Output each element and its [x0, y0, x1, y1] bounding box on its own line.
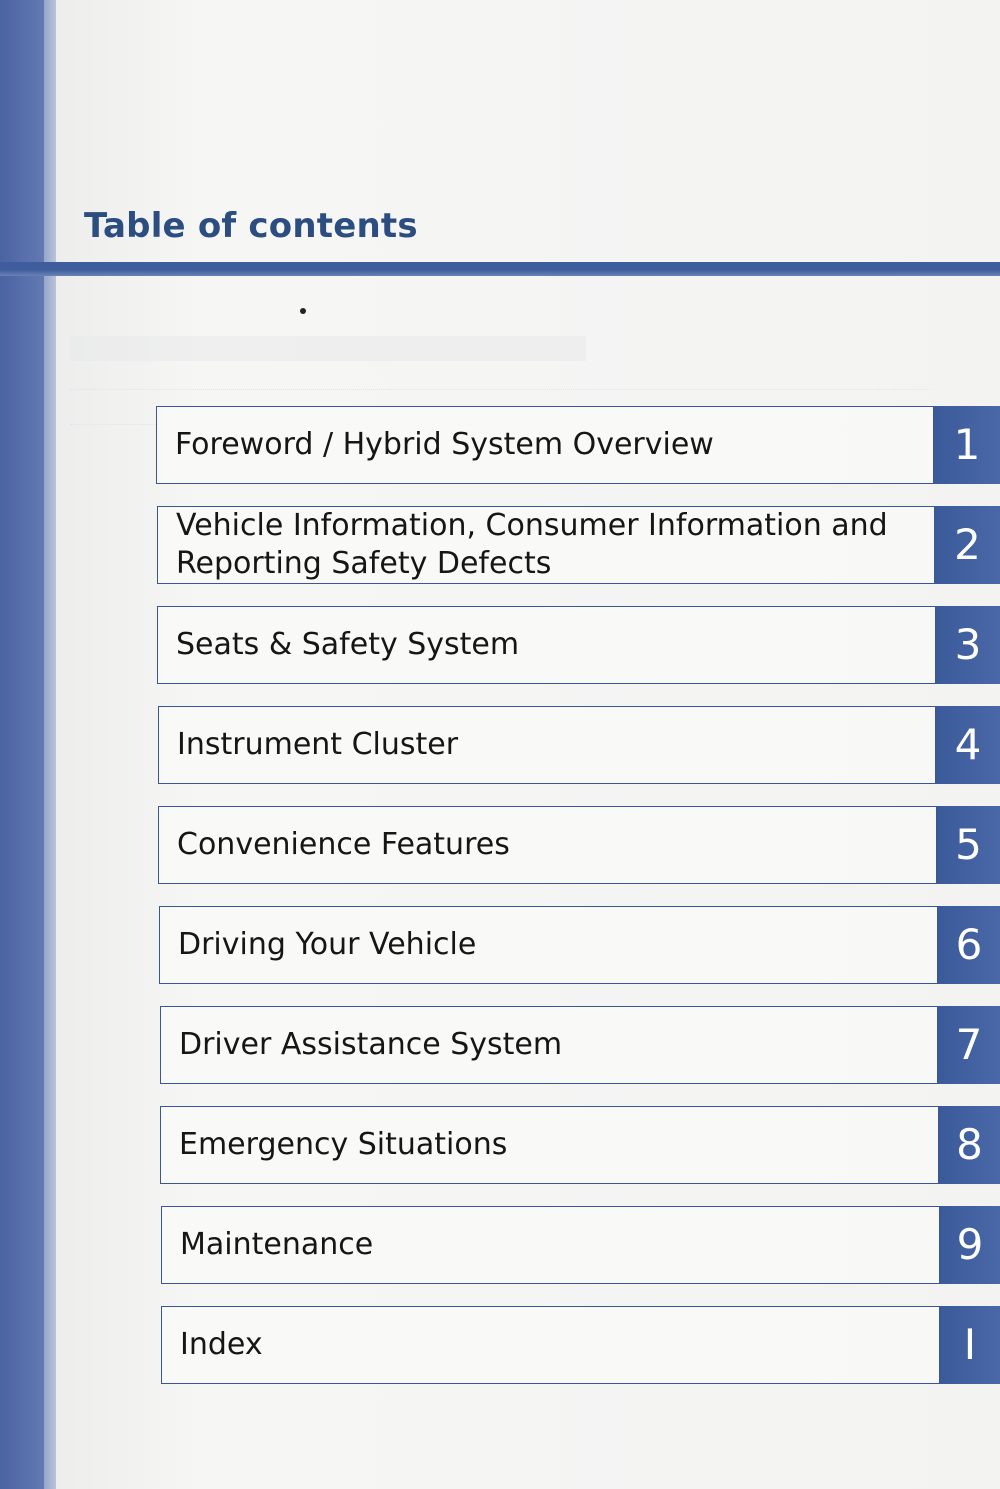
chapter-tab[interactable]: I	[940, 1306, 1000, 1384]
title-rule	[0, 262, 1000, 276]
toc-entry[interactable]	[156, 406, 934, 484]
toc-entry-label: Instrument Cluster	[177, 727, 459, 762]
toc-entry-label: Foreword / Hybrid System Overview	[175, 427, 714, 462]
chapter-tab[interactable]: 2	[935, 506, 1000, 584]
toc-entry[interactable]	[160, 1006, 938, 1084]
toc-entry-label: Index	[180, 1327, 263, 1362]
chapter-tab[interactable]: 3	[936, 606, 1000, 684]
toc-entry[interactable]	[158, 806, 937, 884]
toc-entry-label: Vehicle Information, Consumer Information and Reporting Safety Defects	[176, 508, 888, 581]
toc-entry-label: Seats & Safety System	[176, 627, 520, 662]
toc-entry-label: Emergency Situations	[179, 1127, 508, 1162]
left-edge-bar	[0, 0, 56, 1489]
speck	[300, 308, 306, 314]
toc-entry[interactable]	[157, 606, 936, 684]
page-title: Table of contents	[84, 206, 418, 246]
toc-entry-label: Driving Your Vehicle	[178, 927, 477, 962]
toc-entry[interactable]	[161, 1206, 940, 1284]
chapter-tab[interactable]: 6	[938, 906, 1000, 984]
toc-entry-label: Convenience Features	[177, 827, 510, 862]
chapter-tab[interactable]: 5	[937, 806, 1000, 884]
chapter-tab[interactable]: 8	[939, 1106, 1000, 1184]
toc-entry-label: Driver Assistance System	[179, 1027, 563, 1062]
toc-entry[interactable]	[161, 1306, 940, 1384]
toc-entry-label: Maintenance	[180, 1227, 374, 1262]
chapter-tab[interactable]: 4	[936, 706, 1000, 784]
toc-entry[interactable]	[158, 706, 936, 784]
chapter-tab[interactable]: 7	[938, 1006, 1000, 1084]
toc-entry[interactable]	[160, 1106, 939, 1184]
toc-entry[interactable]	[159, 906, 938, 984]
chapter-tab[interactable]: 9	[940, 1206, 1000, 1284]
toc-entry[interactable]	[157, 506, 935, 584]
chapter-tab[interactable]: 1	[934, 406, 1000, 484]
